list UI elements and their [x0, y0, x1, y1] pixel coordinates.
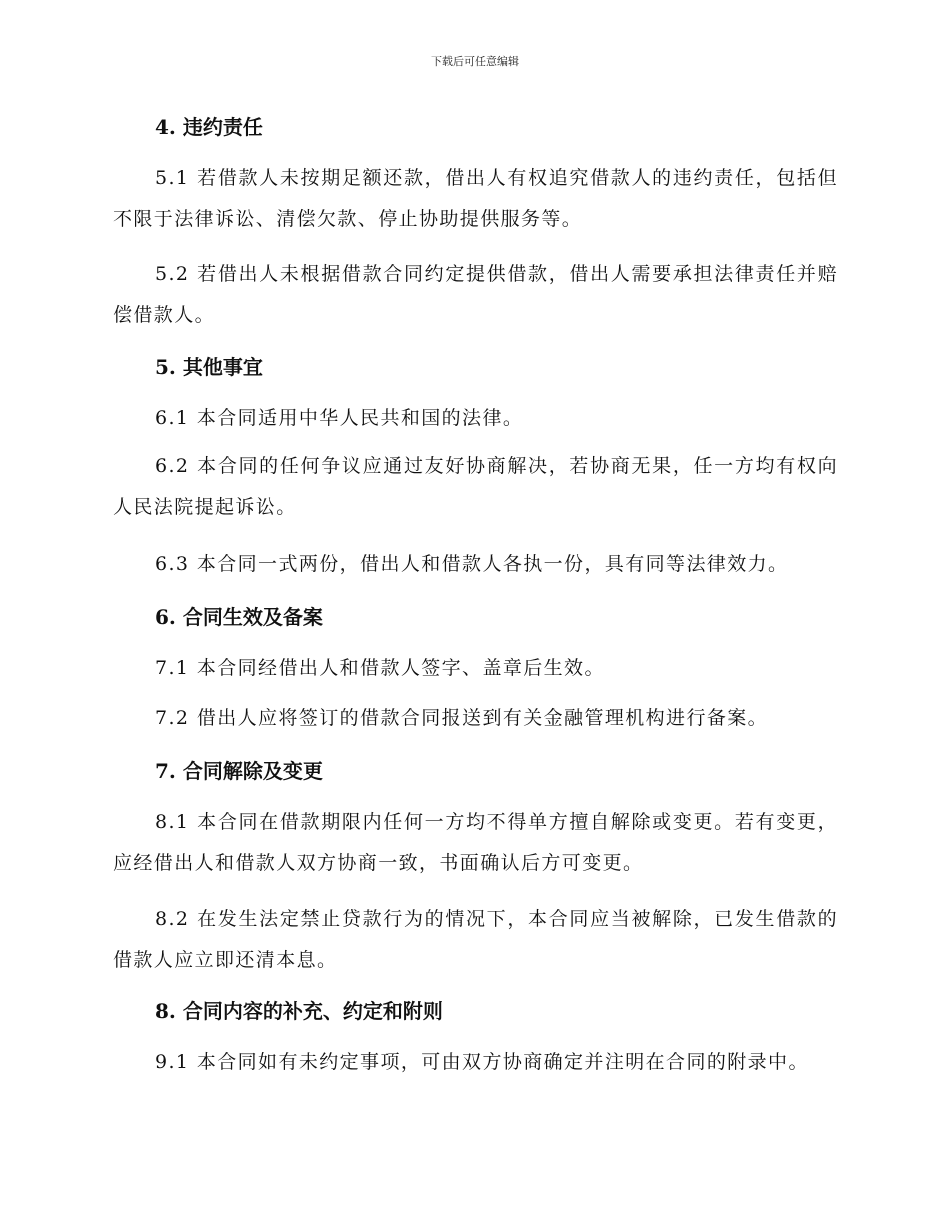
clause-paragraph: 5.1 若借款人未按期足额还款，借出人有权追究借款人的违约责任，包括但不限于法律诉讼、清偿欠款、停止协助提供服务等。	[113, 167, 838, 230]
clause-paragraph: 6.3 本合同一式两份，借出人和借款人各执一份，具有同等法律效力。	[155, 553, 789, 575]
clause-paragraph: 7.1 本合同经借出人和借款人签字、盖章后生效。	[155, 657, 605, 679]
section-heading: 5. 其他事宜	[155, 355, 263, 379]
clause-paragraph: 8.2 在发生法定禁止贷款行为的情况下，本合同应当被解除，已发生借款的借款人应立即还清本息。	[113, 908, 838, 971]
page-header: 下载后可任意编辑	[431, 55, 519, 68]
clause-paragraph: 5.2 若借出人未根据借款合同约定提供借款，借出人需要承担法律责任并赔偿借款人。	[113, 263, 838, 326]
clause-paragraph: 8.1 本合同在借款期限内任何一方均不得单方擅自解除或变更。若有变更，应经借出人和借款人双方协商一致，书面确认后方可变更。	[113, 811, 838, 874]
clause-paragraph: 9.1 本合同如有未约定事项，可由双方协商确定并注明在合同的附录中。	[155, 1051, 809, 1073]
clause-paragraph: 6.2 本合同的任何争议应通过友好协商解决，若协商无果，任一方均有权向人民法院提起诉讼。	[113, 455, 838, 518]
section-heading: 7. 合同解除及变更	[155, 759, 323, 783]
section-heading: 6. 合同生效及备案	[155, 605, 323, 629]
section-heading: 4. 违约责任	[155, 115, 263, 139]
clause-paragraph: 7.2 借出人应将签订的借款合同报送到有关金融管理机构进行备案。	[155, 707, 769, 729]
clause-paragraph: 6.1 本合同适用中华人民共和国的法律。	[155, 407, 524, 429]
section-heading: 8. 合同内容的补充、约定和附则	[155, 999, 443, 1023]
